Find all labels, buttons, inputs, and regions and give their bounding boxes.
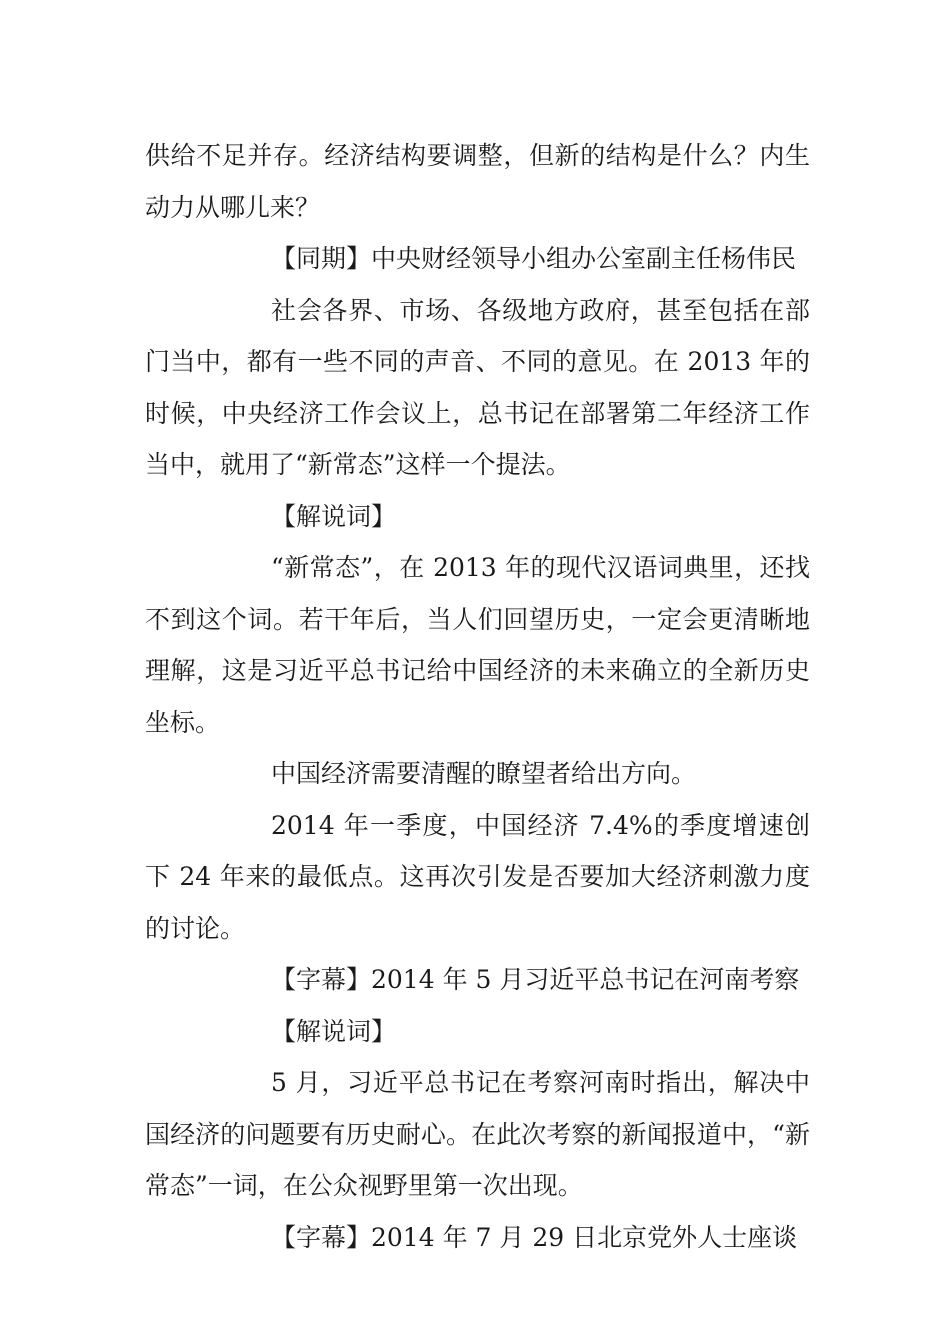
paragraph-narration-label-2: 【解说词】 [271, 1016, 397, 1046]
paragraph-continuation: 供给不足并存。经济结构要调整，但新的结构是什么？内生动力从哪儿来？ [145, 141, 810, 222]
paragraph-narration-label: 【解说词】 [271, 501, 397, 531]
paragraph-direction: 中国经济需要清醒的瞭望者给出方向。 [271, 759, 697, 788]
paragraph-new-normal: “新常态”，在 2013 年的现代汉语词典里，还找不到这个词。若干年后，当人们回望历史，一定会更清晰地理解，这是习近平总书记给中国经济的未来确立的全新历史坐标。 [145, 553, 810, 737]
paragraph-caption-henan: 【字幕】2014 年 5 月习近平总书记在河南考察 [271, 965, 800, 994]
document-body [145, 130, 810, 1263]
paragraph-henan-visit: 5 月，习近平总书记在考察河南时指出，解决中国经济的问题要有历史耐心。在此次考察的新闻报道中，“新常态”一词，在公众视野里第一次出现。 [145, 1068, 810, 1200]
paragraph-caption-beijing: 【字幕】2014 年 7 月 29 日北京党外人士座谈 [271, 1222, 798, 1252]
paragraph-growth-rate: 2014 年一季度，中国经济 7.4%的季度增速创下 24 年来的最低点。这再次引发是否要加大经济刺激力度的讨论。 [145, 810, 810, 943]
paragraph-tongqi-label: 【同期】中央财经领导小组办公室副主任杨伟民 [271, 244, 797, 273]
paragraph-quote: 社会各界、市场、各级地方政府，甚至包括在部门当中，都有一些不同的声音、不同的意见。在 2013 年的时候，中央经济工作会议上，总书记在部署第二年经济工作当中，就用了“新常态”这样一个提法。 [145, 295, 810, 479]
